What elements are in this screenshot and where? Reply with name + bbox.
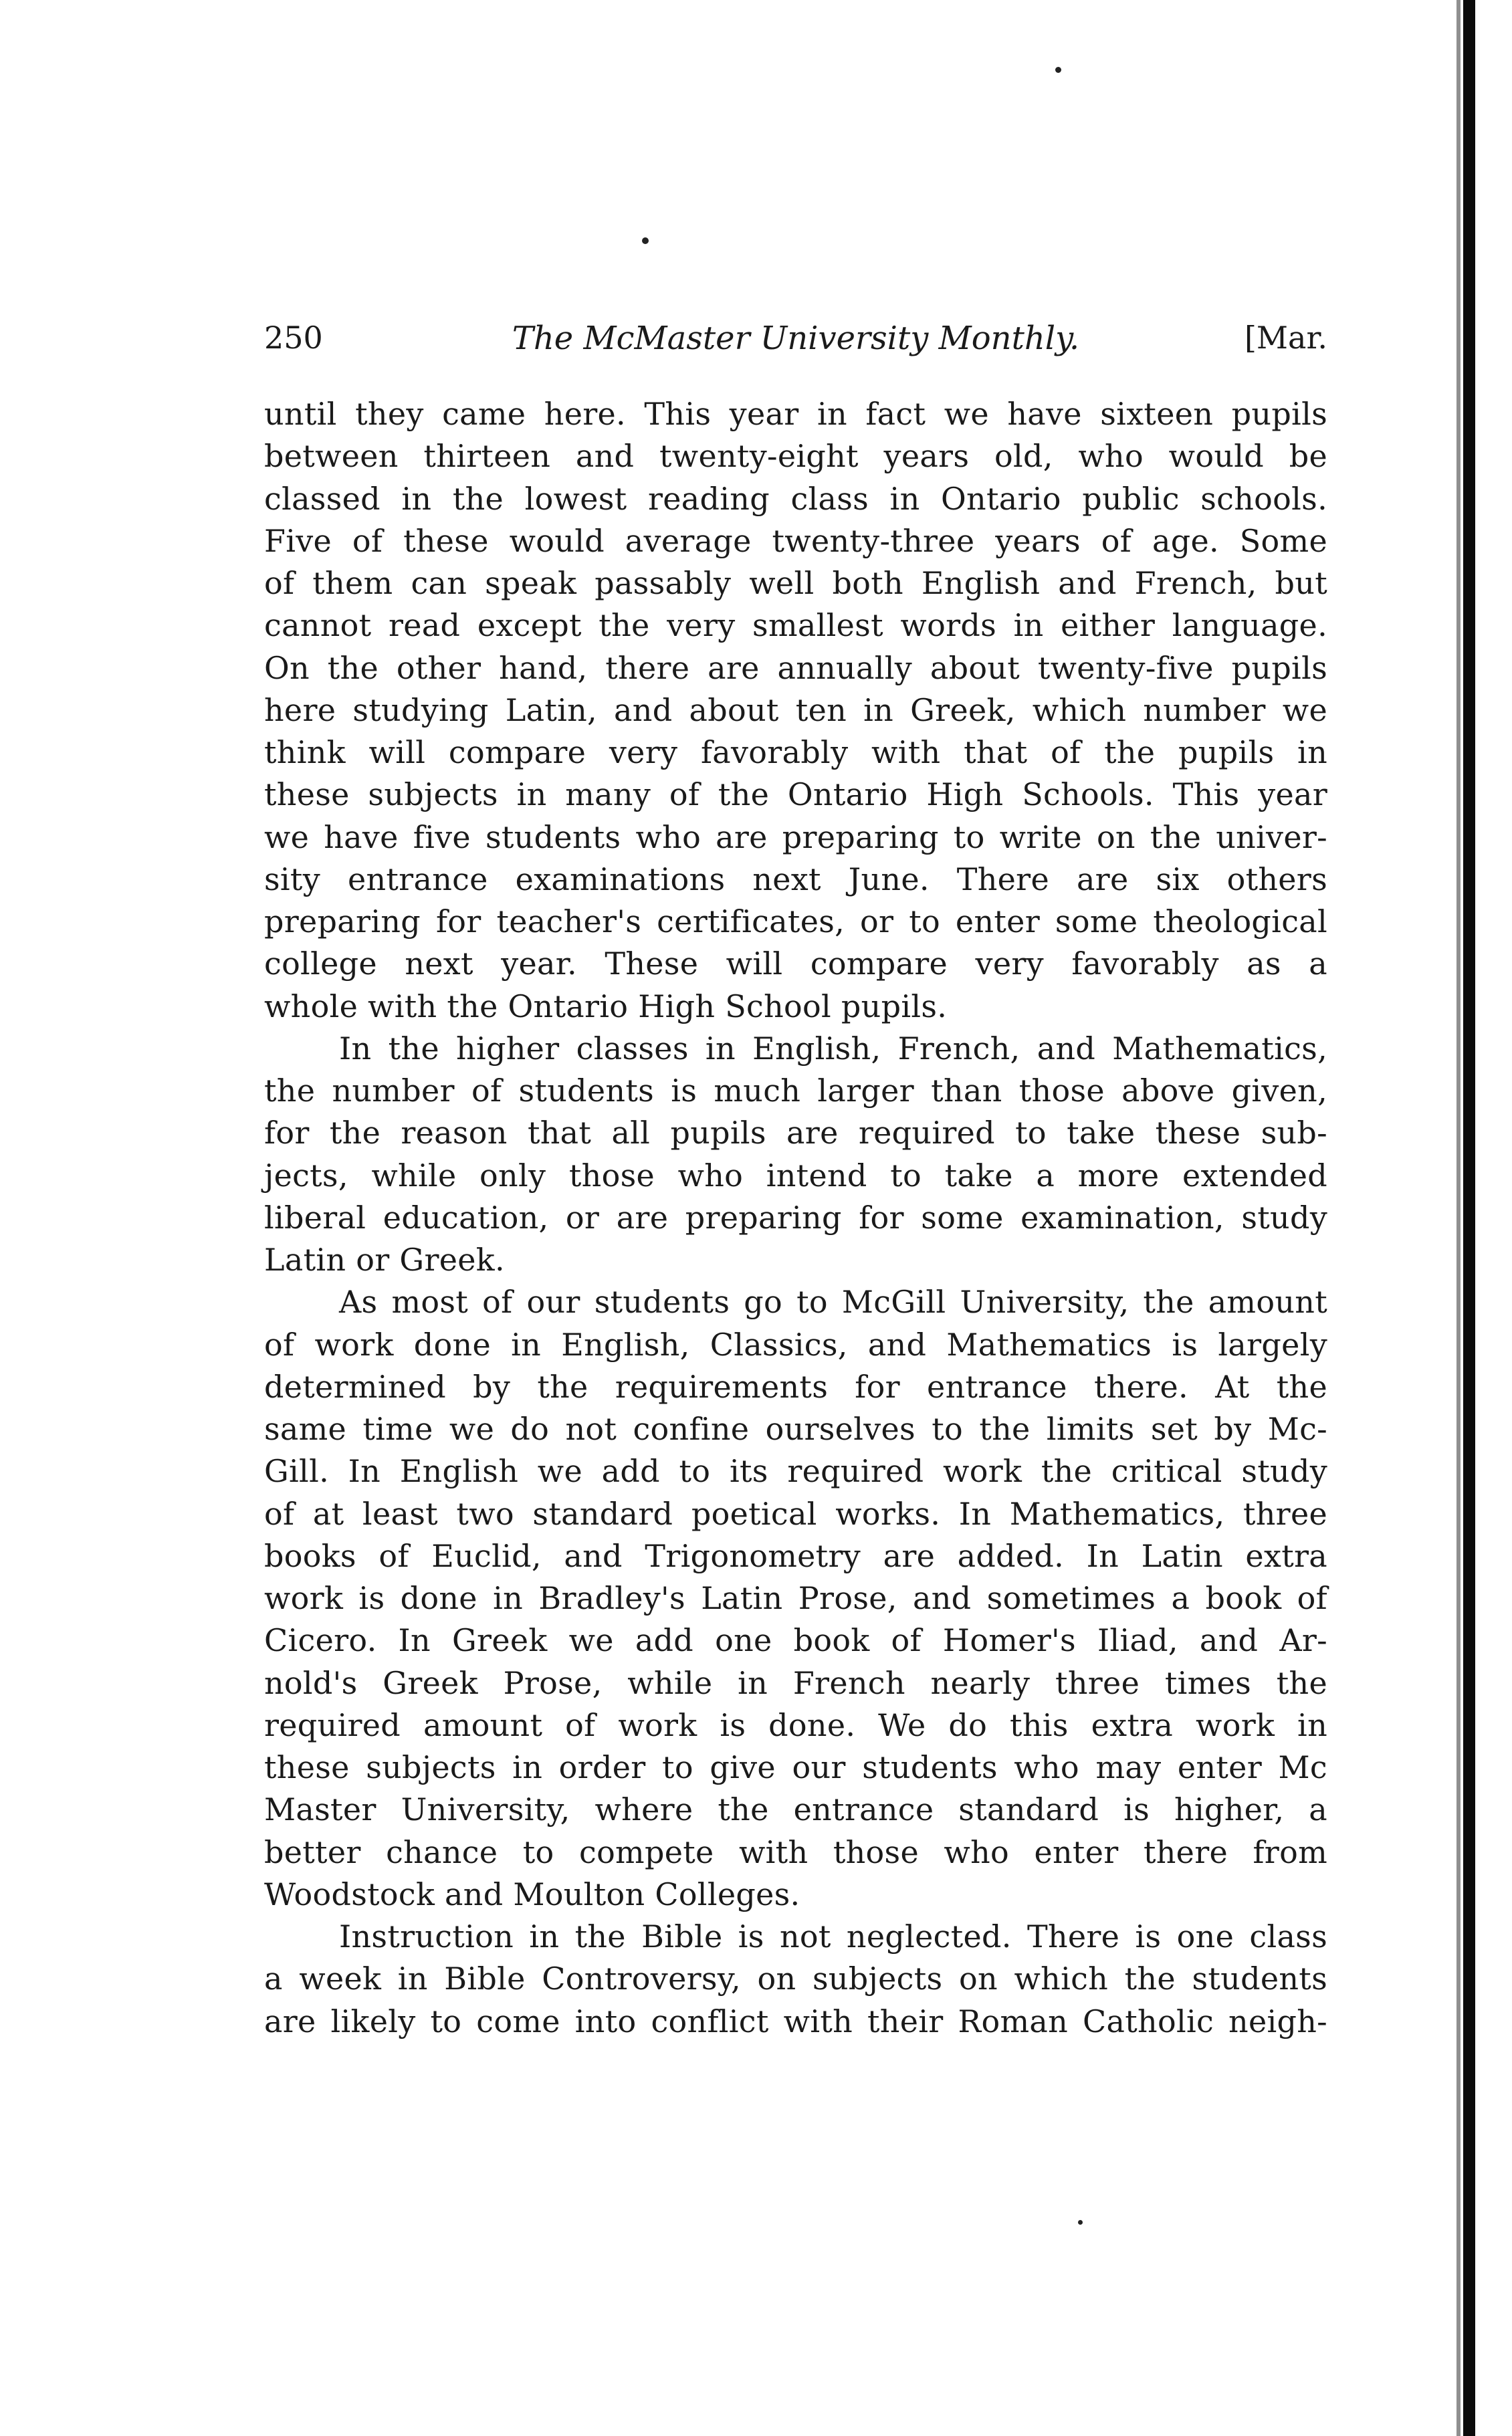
text-line: same time we do not confine ourselves to the limits set by Mc- — [264, 1411, 1327, 1447]
text-line: Five of these would average twenty-three years of age. Some — [264, 522, 1327, 559]
text-line: of them can speak passably well both English and French, but — [264, 565, 1327, 601]
text-line: between thirteen and twenty-eight years old, who would be — [264, 438, 1327, 475]
paragraph — [264, 1028, 1327, 1282]
paragraph — [264, 1281, 1327, 1916]
text-line: determined by the requirements for entrance there. At the — [264, 1368, 1327, 1405]
text-line: a week in Bible Controversy, on subjects on which the students — [264, 1961, 1327, 1997]
text-line: Gill. In English we add to its required work the critical study — [264, 1453, 1327, 1490]
text-line: think will compare very favorably with that of the pupils in — [264, 734, 1327, 770]
text-line: until they came here. This year in fact we have sixteen pupils — [264, 396, 1327, 432]
text-line: here studying Latin, and about ten in Greek, which number we — [264, 691, 1327, 728]
text-line: required amount of work is done. We do this extra work in — [264, 1706, 1327, 1743]
running-header — [264, 320, 1327, 373]
text-line: books of Euclid, and Trigonometry are added. In Latin extra — [264, 1537, 1327, 1574]
page-edge-rule — [1463, 0, 1475, 2436]
running-title: The McMaster University Monthly. — [512, 320, 1080, 357]
text-line: On the other hand, there are annually about twenty-five pupils — [264, 649, 1327, 686]
paragraph — [264, 1916, 1327, 2043]
text-line: Instruction in the Bible is not neglected. There is one class — [339, 1918, 1327, 1955]
print-speck — [642, 237, 649, 244]
text-line: college next year. These will compare very favorably as a — [264, 946, 1327, 982]
text-line: cannot read except the very smallest words in either language. — [264, 607, 1327, 644]
text-line: these subjects in order to give our students who may enter Mc — [264, 1749, 1327, 1785]
text-line: are likely to come into conflict with their Roman Catholic neigh- — [264, 2003, 1327, 2039]
text-line: In the higher classes in English, French, and Mathematics, — [339, 1030, 1327, 1067]
text-line: of work done in English, Classics, and Mathematics is largely — [264, 1326, 1327, 1363]
text-line: As most of our students go to McGill University, the amount — [339, 1284, 1327, 1321]
text-line: liberal education, or are preparing for some examination, study — [264, 1199, 1327, 1236]
text-line: these subjects in many of the Ontario High Schools. This year — [264, 776, 1327, 813]
text-line: Woodstock and Moulton Colleges. — [264, 1876, 800, 1912]
issue-month: [Mar. — [1244, 320, 1327, 356]
text-line: Cicero. In Greek we add one book of Homer's Iliad, and Ar- — [264, 1622, 1327, 1659]
page-edge-shadow — [1456, 0, 1461, 2436]
text-line: classed in the lowest reading class in Ontario public schools. — [264, 480, 1327, 517]
text-line: jects, while only those who intend to take a more extended — [264, 1157, 1327, 1194]
text-line: better chance to compete with those who enter there from — [264, 1834, 1327, 1870]
text-line: preparing for teacher's certificates, or to enter some theological — [264, 903, 1327, 939]
text-line: sity entrance examinations next June. There are six others — [264, 861, 1327, 897]
page-number: 250 — [264, 320, 323, 356]
text-line: work is done in Bradley's Latin Prose, and sometimes a book of — [264, 1580, 1327, 1616]
text-line: of at least two standard poetical works. In Mathematics, three — [264, 1495, 1327, 1532]
text-line: Latin or Greek. — [264, 1242, 505, 1278]
text-line: we have five students who are preparing to write on the univer- — [264, 818, 1327, 855]
paragraph — [264, 393, 1327, 1028]
text-line: whole with the Ontario High School pupils. — [264, 988, 948, 1024]
print-speck — [1078, 2220, 1083, 2225]
print-speck — [1055, 67, 1061, 73]
text-line: nold's Greek Prose, while in French nearly three times the — [264, 1664, 1327, 1701]
article-body — [264, 393, 1327, 2043]
text-line: the number of students is much larger than those above given, — [264, 1073, 1327, 1109]
text-line: for the reason that all pupils are required to take these sub- — [264, 1115, 1327, 1151]
text-line: Master University, where the entrance standard is higher, a — [264, 1791, 1327, 1828]
